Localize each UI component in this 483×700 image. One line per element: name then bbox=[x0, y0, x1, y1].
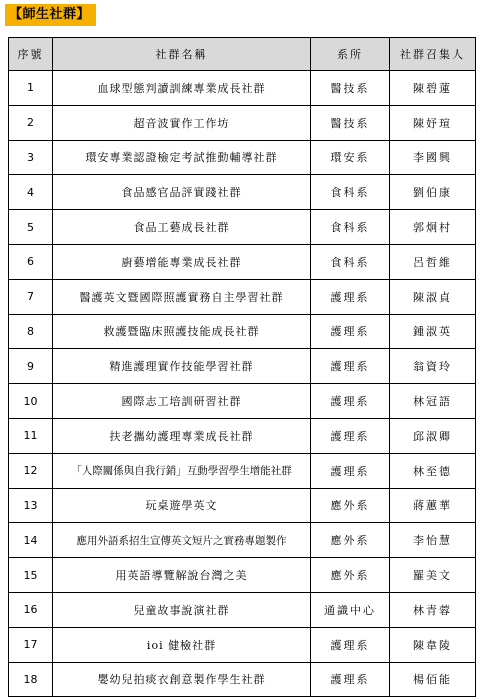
department: 應外系 bbox=[311, 488, 390, 523]
department: 應外系 bbox=[311, 523, 390, 558]
table-row bbox=[9, 523, 476, 558]
community-name: 精進護理實作技能學習社群 bbox=[53, 349, 311, 384]
table-row bbox=[9, 558, 476, 593]
convener: 陳妤瑄 bbox=[390, 105, 476, 140]
department: 醫技系 bbox=[311, 71, 390, 106]
table-row bbox=[9, 418, 476, 453]
table-row bbox=[9, 210, 476, 245]
convener: 陳碧蓮 bbox=[390, 71, 476, 106]
table-row bbox=[9, 349, 476, 384]
convener: 呂哲維 bbox=[390, 244, 476, 279]
table-row bbox=[9, 592, 476, 627]
table-row bbox=[9, 244, 476, 279]
row-number: 4 bbox=[9, 175, 53, 210]
community-name: 嬰幼兒拍痰衣創意製作學生社群 bbox=[53, 662, 311, 697]
table-row bbox=[9, 314, 476, 349]
department: 護理系 bbox=[311, 314, 390, 349]
community-name: 醫護英文暨國際照護實務自主學習社群 bbox=[53, 279, 311, 314]
row-number: 11 bbox=[9, 418, 53, 453]
row-number: 8 bbox=[9, 314, 53, 349]
convener: 羅美文 bbox=[390, 558, 476, 593]
row-number: 17 bbox=[9, 627, 53, 662]
community-name: 「人際關係與自我行銷」互動學習學生增能社群 bbox=[53, 453, 311, 488]
community-name: 超音波實作工作坊 bbox=[53, 105, 311, 140]
row-number: 10 bbox=[9, 384, 53, 419]
department: 護理系 bbox=[311, 453, 390, 488]
row-number: 16 bbox=[9, 592, 53, 627]
header-convener: 社群召集人 bbox=[390, 38, 476, 71]
row-number: 15 bbox=[9, 558, 53, 593]
community-name: 食品感官品評實踐社群 bbox=[53, 175, 311, 210]
convener: 林冠語 bbox=[390, 384, 476, 419]
table-row bbox=[9, 71, 476, 106]
community-table bbox=[8, 37, 476, 697]
department: 食科系 bbox=[311, 244, 390, 279]
row-number: 3 bbox=[9, 140, 53, 175]
convener: 郭炯村 bbox=[390, 210, 476, 245]
department: 護理系 bbox=[311, 418, 390, 453]
community-name: 應用外語系招生宣傳英文短片之實務專題製作 bbox=[53, 523, 311, 558]
community-name: 兒童故事說演社群 bbox=[53, 592, 311, 627]
community-name: 廚藝增能專業成長社群 bbox=[53, 244, 311, 279]
convener: 李國興 bbox=[390, 140, 476, 175]
department: 環安系 bbox=[311, 140, 390, 175]
header-dept: 系所 bbox=[311, 38, 390, 71]
convener: 陳韋陵 bbox=[390, 627, 476, 662]
convener: 劉伯康 bbox=[390, 175, 476, 210]
community-name: 血球型態判讀訓練專業成長社群 bbox=[53, 71, 311, 106]
header-name: 社群名稱 bbox=[53, 38, 311, 71]
header-no: 序號 bbox=[9, 38, 53, 71]
community-name: 玩桌遊學英文 bbox=[53, 488, 311, 523]
convener: 楊佰能 bbox=[390, 662, 476, 697]
department: 食科系 bbox=[311, 175, 390, 210]
community-name: 救護暨臨床照護技能成長社群 bbox=[53, 314, 311, 349]
convener: 鍾淑英 bbox=[390, 314, 476, 349]
table-row bbox=[9, 488, 476, 523]
convener: 蔣蕙華 bbox=[390, 488, 476, 523]
department: 通識中心 bbox=[311, 592, 390, 627]
community-name: 扶老攜幼護理專業成長社群 bbox=[53, 418, 311, 453]
department: 醫技系 bbox=[311, 105, 390, 140]
department: 護理系 bbox=[311, 627, 390, 662]
row-number: 9 bbox=[9, 349, 53, 384]
table-row bbox=[9, 175, 476, 210]
row-number: 2 bbox=[9, 105, 53, 140]
department: 護理系 bbox=[311, 349, 390, 384]
table-row bbox=[9, 384, 476, 419]
row-number: 18 bbox=[9, 662, 53, 697]
section-tag: 【師生社群】 bbox=[5, 4, 96, 26]
table-row bbox=[9, 140, 476, 175]
table-row bbox=[9, 627, 476, 662]
row-number: 6 bbox=[9, 244, 53, 279]
row-number: 7 bbox=[9, 279, 53, 314]
department: 護理系 bbox=[311, 662, 390, 697]
department: 食科系 bbox=[311, 210, 390, 245]
convener: 林青蓉 bbox=[390, 592, 476, 627]
table-row bbox=[9, 279, 476, 314]
row-number: 1 bbox=[9, 71, 53, 106]
community-name: 環安專業認證檢定考試推動輔導社群 bbox=[53, 140, 311, 175]
table-header-row bbox=[9, 38, 476, 71]
department: 護理系 bbox=[311, 279, 390, 314]
convener: 邱淑卿 bbox=[390, 418, 476, 453]
convener: 翁資玲 bbox=[390, 349, 476, 384]
community-name: 食品工藝成長社群 bbox=[53, 210, 311, 245]
table-row bbox=[9, 453, 476, 488]
row-number: 13 bbox=[9, 488, 53, 523]
department: 應外系 bbox=[311, 558, 390, 593]
convener: 李怡慧 bbox=[390, 523, 476, 558]
table-row bbox=[9, 662, 476, 697]
community-name: 國際志工培訓研習社群 bbox=[53, 384, 311, 419]
convener: 林至德 bbox=[390, 453, 476, 488]
row-number: 5 bbox=[9, 210, 53, 245]
row-number: 14 bbox=[9, 523, 53, 558]
table-row bbox=[9, 105, 476, 140]
row-number: 12 bbox=[9, 453, 53, 488]
table-body bbox=[9, 71, 476, 697]
department: 護理系 bbox=[311, 384, 390, 419]
convener: 陳淑貞 bbox=[390, 279, 476, 314]
community-name: ioi 健檢社群 bbox=[53, 627, 311, 662]
community-name: 用英語導覽解說台灣之美 bbox=[53, 558, 311, 593]
